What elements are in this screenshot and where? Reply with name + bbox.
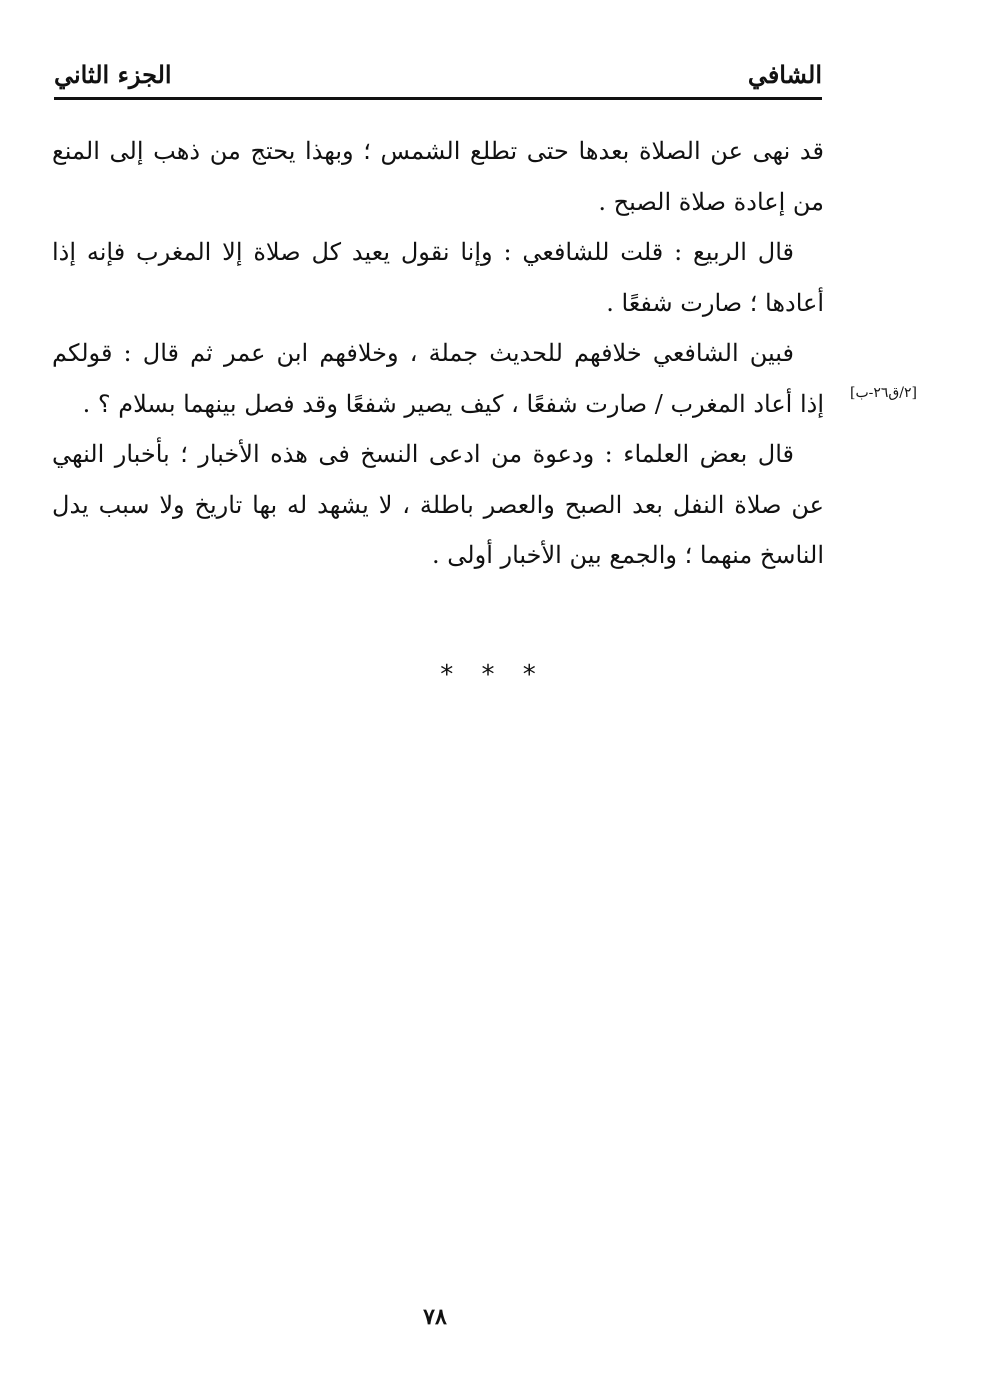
text-line: قال الربيع : قلت للشافعي : وإنا نقول يعيد كل صلاة إلا المغرب فإنه إذا xyxy=(52,238,794,266)
text-line: الناسخ منهما ؛ والجمع بين الأخبار أولى . xyxy=(432,541,824,569)
paragraph xyxy=(52,429,824,581)
volume-label: الجزء الثاني xyxy=(54,60,172,89)
manuscript-folio-reference: [٢/ق٢٦-ب] xyxy=(850,385,918,401)
text-line: عن صلاة النفل بعد الصبح والعصر باطلة ، لا يشهد له بها تاريخ ولا سبب يدل xyxy=(52,490,824,519)
body-text xyxy=(52,126,824,581)
text-line: إذا أعاد المغرب / صارت شفعًا ، كيف يصير شفعًا وقد فصل بينهما بسلام ؟ . xyxy=(82,389,824,418)
text-line: أعادها ؛ صارت شفعًا . xyxy=(606,288,824,317)
book-title: الشافي xyxy=(747,60,822,89)
header-rule xyxy=(54,97,822,100)
text-line: قال بعض العلماء : ودعوة من ادعى النسخ فى هذه الأخبار ؛ بأخبار النهي xyxy=(52,440,794,468)
paragraph xyxy=(52,328,824,429)
paragraph xyxy=(52,126,824,227)
paragraph xyxy=(52,227,824,328)
text-line: فبين الشافعي خلافهم للحديث جملة ، وخلافهم ابن عمر ثم قال : قولكم xyxy=(52,339,794,367)
running-header xyxy=(54,56,822,100)
section-ornament: * * * xyxy=(440,660,546,690)
page-number: ٧٨ xyxy=(423,1304,447,1330)
text-line: قد نهى عن الصلاة بعدها حتى تطلع الشمس ؛ وبهذا يحتج من ذهب إلى المنع xyxy=(52,137,824,165)
text-line: من إعادة صلاة الصبح . xyxy=(598,187,824,216)
